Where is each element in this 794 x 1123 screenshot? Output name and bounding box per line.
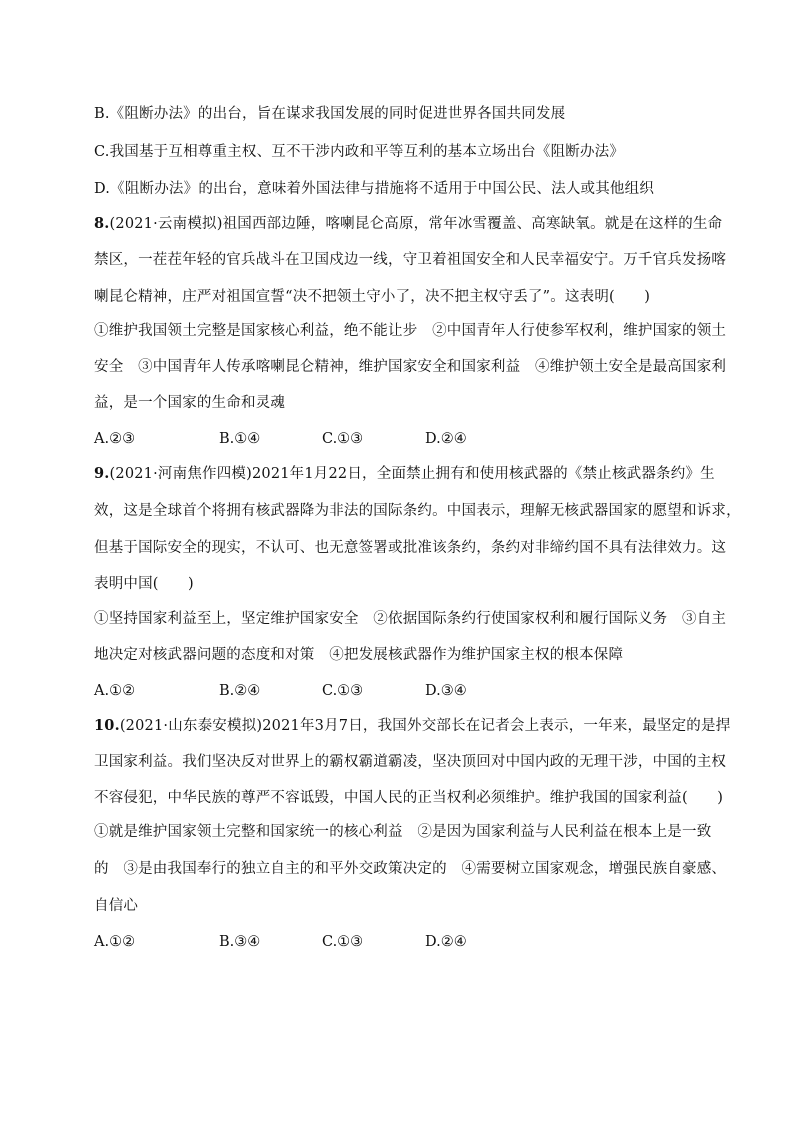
question-8-choice-b[interactable]: B.①④ [219, 431, 261, 447]
question-8-statement-line-3: 益，是一个国家的生命和灵魂 [94, 395, 286, 411]
question-8-choice-c[interactable]: C.①③ [322, 431, 364, 447]
question-9-choice-d[interactable]: D.③④ [425, 683, 467, 699]
question-9-choice-c[interactable]: C.①③ [322, 683, 364, 699]
question-8-text-1: (2021·云南模拟)祖国西部边陲，喀喇昆仑高原，常年冰雪覆盖、高寒缺氧。就是在这样的生命 [109, 216, 723, 232]
question-8-number: 8. [94, 215, 110, 232]
question-10-statement-line-3: 自信心 [94, 898, 139, 914]
question-10-statement-line-1: ①就是维护国家领土完整和国家统一的核心利益 ②是因为国家利益与人民利益在根本上是一致 [94, 824, 712, 840]
question-9-text-1: (2021·河南焦作四模)2021年1月22日，全面禁止拥有和使用核武器的《禁止核武器条约》生 [109, 466, 715, 482]
question-8-line-2: 禁区，一茬茬年轻的官兵战斗在卫国戍边一线，守卫着祖国安全和人民幸福安宁。万千官兵发扬喀 [94, 252, 727, 268]
question-10-choice-a[interactable]: A.①② [94, 934, 136, 950]
question-10-line-3: 不容侵犯，中华民族的尊严不容诋毁，中国人民的正当权利必须维护。维护我国的国家利益( ) [94, 790, 724, 806]
question-8-statement-line-2: 安全 ③中国青年人传承喀喇昆仑精神，维护国家安全和国家利益 ④维护领土安全是最高国家利 [94, 359, 727, 375]
question-9-choice-b[interactable]: B.②④ [219, 683, 261, 699]
question-8-line-3: 喇昆仑精神，庄严对祖国宣誓“决不把领土守小了，决不把主权守丢了”。这表明( ) [94, 289, 651, 305]
question-9-line-3: 但基于国际安全的现实，不认可、也无意签署或批准该条约，条约对非缔约国不具有法律效力。这 [94, 540, 727, 556]
question-9-line-1 [94, 464, 715, 484]
question-10-choice-d[interactable]: D.②④ [425, 934, 467, 950]
question-10-choice-b[interactable]: B.③④ [219, 934, 261, 950]
question-9-statement-line-1: ①坚持国家利益至上，坚定维护国家安全 ②依据国际条约行使国家权利和履行国际义务 ③自主 [94, 611, 727, 627]
question-10-text-1: (2021·山东泰安模拟)2021年3月7日，我国外交部长在记者会上表示，一年来，最坚定的是捍 [119, 718, 731, 734]
question-8-line-1 [94, 214, 722, 234]
prev-option-d: D.《阻断办法》的出台，意味着外国法律与措施将不适用于中国公民、法人或其他组织 [94, 181, 655, 197]
question-9-line-4: 表明中国( ) [94, 576, 194, 592]
question-10-number: 10. [94, 717, 120, 734]
question-10-line-1 [94, 716, 730, 736]
question-9-number: 9. [94, 465, 110, 482]
question-9-statement-line-2: 地决定对核武器问题的态度和对策 ④把发展核武器作为维护国家主权的根本保障 [94, 647, 624, 663]
question-10-line-2: 卫国家利益。我们坚决反对世界上的霸权霸道霸凌，坚决顶回对中国内政的无理干涉，中国的主权 [94, 754, 727, 770]
question-8-statement-line-1: ①维护我国领土完整是国家核心利益，绝不能让步 ②中国青年人行使参军权利，维护国家的领土 [94, 323, 727, 339]
prev-option-b: B.《阻断办法》的出台，旨在谋求我国发展的同时促进世界各国共同发展 [94, 106, 566, 122]
question-10-statement-line-2: 的 ③是由我国奉行的独立自主的和平外交政策决定的 ④需要树立国家观念，增强民族自豪感、 [94, 861, 727, 877]
question-9-choice-a[interactable]: A.①② [94, 683, 136, 699]
question-9-line-2: 效，这是全球首个将拥有核武器降为非法的国际条约。中国表示，理解无核武器国家的愿望和诉求， [94, 503, 741, 519]
question-8-choice-d[interactable]: D.②④ [425, 431, 467, 447]
question-10-choice-c[interactable]: C.①③ [322, 934, 364, 950]
question-8-choice-a[interactable]: A.②③ [94, 431, 136, 447]
prev-option-c: C.我国基于互相尊重主权、互不干涉内政和平等互利的基本立场出台《阻断办法》 [94, 144, 625, 160]
